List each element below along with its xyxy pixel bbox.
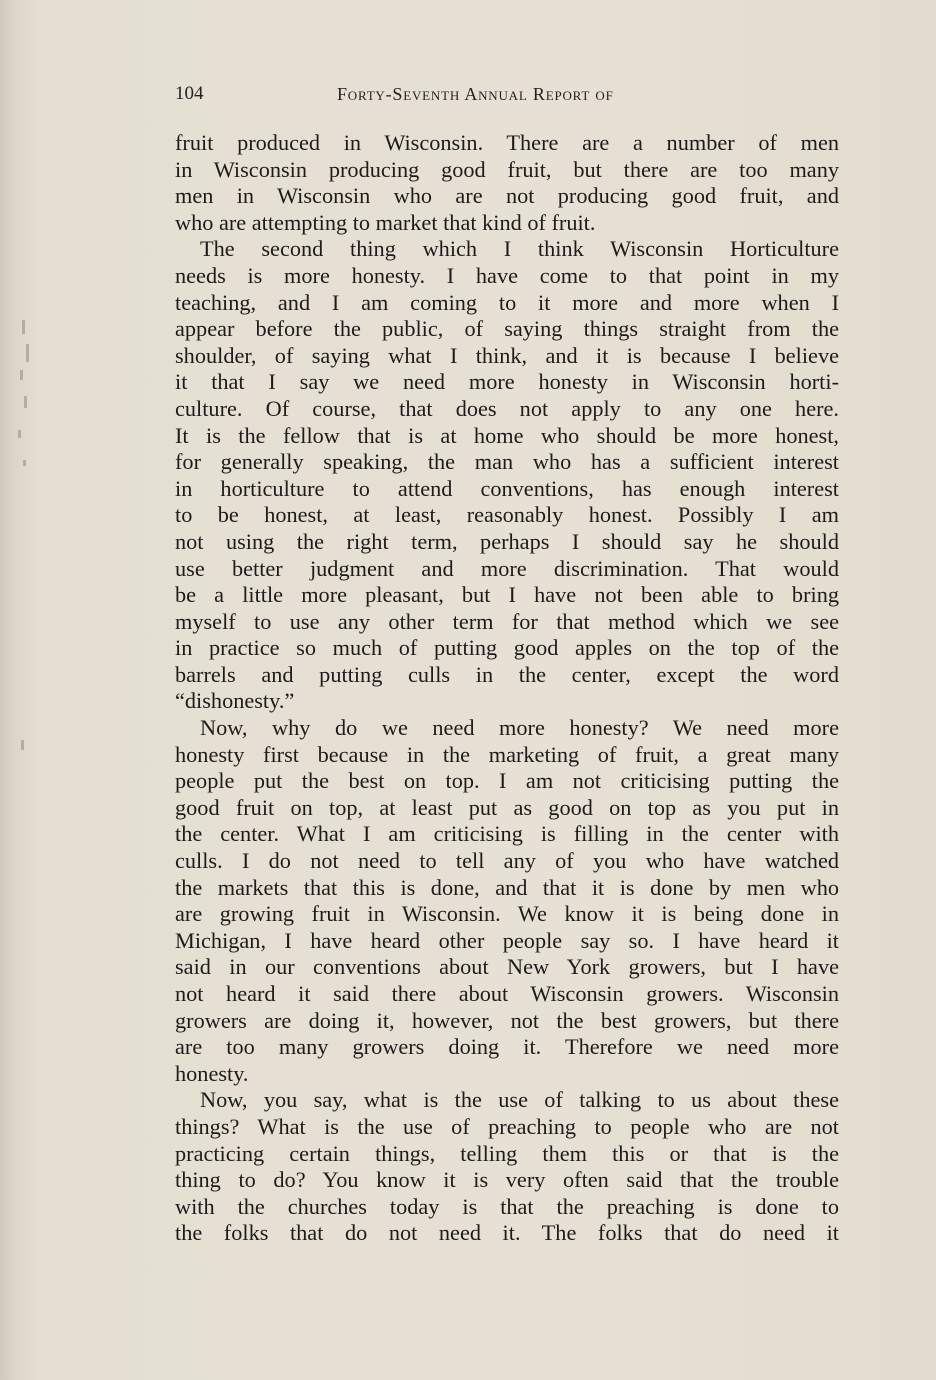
text-line: practicing certain things, telling them this or that is the [175, 1140, 839, 1166]
text-line: good fruit on top, at least put as good on top as you put in [175, 794, 839, 820]
page-number: 104 [175, 83, 204, 104]
text-line: barrels and putting culls in the center, except the word [175, 661, 839, 687]
text-line: people put the best on top. I am not criticising putting the [175, 768, 839, 794]
text-line: Now, you say, what is the use of talking to us about these [200, 1087, 839, 1113]
text-line: in horticulture to attend conventions, has enough interest [175, 475, 839, 501]
text-line: in practice so much of putting good apples on the top of the [175, 635, 839, 661]
text-line: with the churches today is that the preaching is done to [175, 1193, 839, 1219]
text-line: teaching, and I am coming to it more and more when I [175, 289, 839, 315]
text-line: honesty first because in the marketing of fruit, a great many [175, 741, 839, 767]
text-line: honesty. [175, 1060, 249, 1086]
text-line: it that I say we need more honesty in Wisconsin horti- [175, 369, 839, 395]
text-line: myself to use any other term for that method which we see [175, 608, 839, 634]
text-line: are too many growers doing it. Therefore we need more [175, 1034, 839, 1060]
text-line: growers are doing it, however, not the best growers, but there [175, 1007, 839, 1033]
text-line: fruit produced in Wisconsin. There are a number of men [175, 130, 839, 155]
text-line: needs is more honesty. I have come to that point in my [175, 262, 839, 288]
text-line: in Wisconsin producing good fruit, but there are too many [175, 156, 839, 182]
text-line: use better judgment and more discrimination. That would [175, 555, 839, 581]
page-header [175, 80, 840, 110]
text-line: Michigan, I have heard other people say so. I have heard it [175, 927, 839, 953]
body-text [175, 130, 839, 1247]
text-line: things? What is the use of preaching to people who are not [175, 1113, 839, 1139]
text-line: not heard it said there about Wisconsin growers. Wisconsin [175, 981, 839, 1006]
text-line: culls. I do not need to tell any of you who have watched [175, 848, 839, 874]
text-line: to be honest, at least, reasonably honest. Possibly I am [175, 502, 839, 528]
text-line: for generally speaking, the man who has a sufficient interest [175, 449, 839, 475]
text-line: Now, why do we need more honesty? We need more [200, 715, 839, 741]
gutter-shadow [0, 300, 40, 1000]
text-line: the folks that do not need it. The folks that do need it [175, 1220, 839, 1246]
text-line: culture. Of course, that does not apply to any one here. [175, 395, 839, 421]
text-line: The second thing which I think Wisconsin Horticulture [200, 236, 839, 262]
text-line: It is the fellow that is at home who should be more honest, [175, 422, 839, 448]
text-line: appear before the public, of saying things straight from the [175, 316, 839, 342]
text-line: the markets that this is done, and that it is done by men who [175, 874, 839, 900]
text-line: who are attempting to market that kind of fruit. [175, 209, 596, 235]
text-line: shoulder, of saying what I think, and it is because I believe [175, 342, 839, 368]
text-line: said in our conventions about New York growers, but I have [175, 954, 839, 980]
text-line: are growing fruit in Wisconsin. We know it is being done in [175, 901, 839, 927]
text-line: “dishonesty.” [175, 688, 295, 714]
text-line: the center. What I am criticising is filling in the center with [175, 821, 839, 847]
text-line: men in Wisconsin who are not producing good fruit, and [175, 183, 839, 209]
text-line: thing to do? You know it is very often said that the trouble [175, 1167, 839, 1193]
running-title: Forty-Seventh Annual Report of [337, 84, 614, 104]
text-line: be a little more pleasant, but I have not been able to bring [175, 582, 839, 608]
text-line: not using the right term, perhaps I should say he should [175, 528, 839, 554]
